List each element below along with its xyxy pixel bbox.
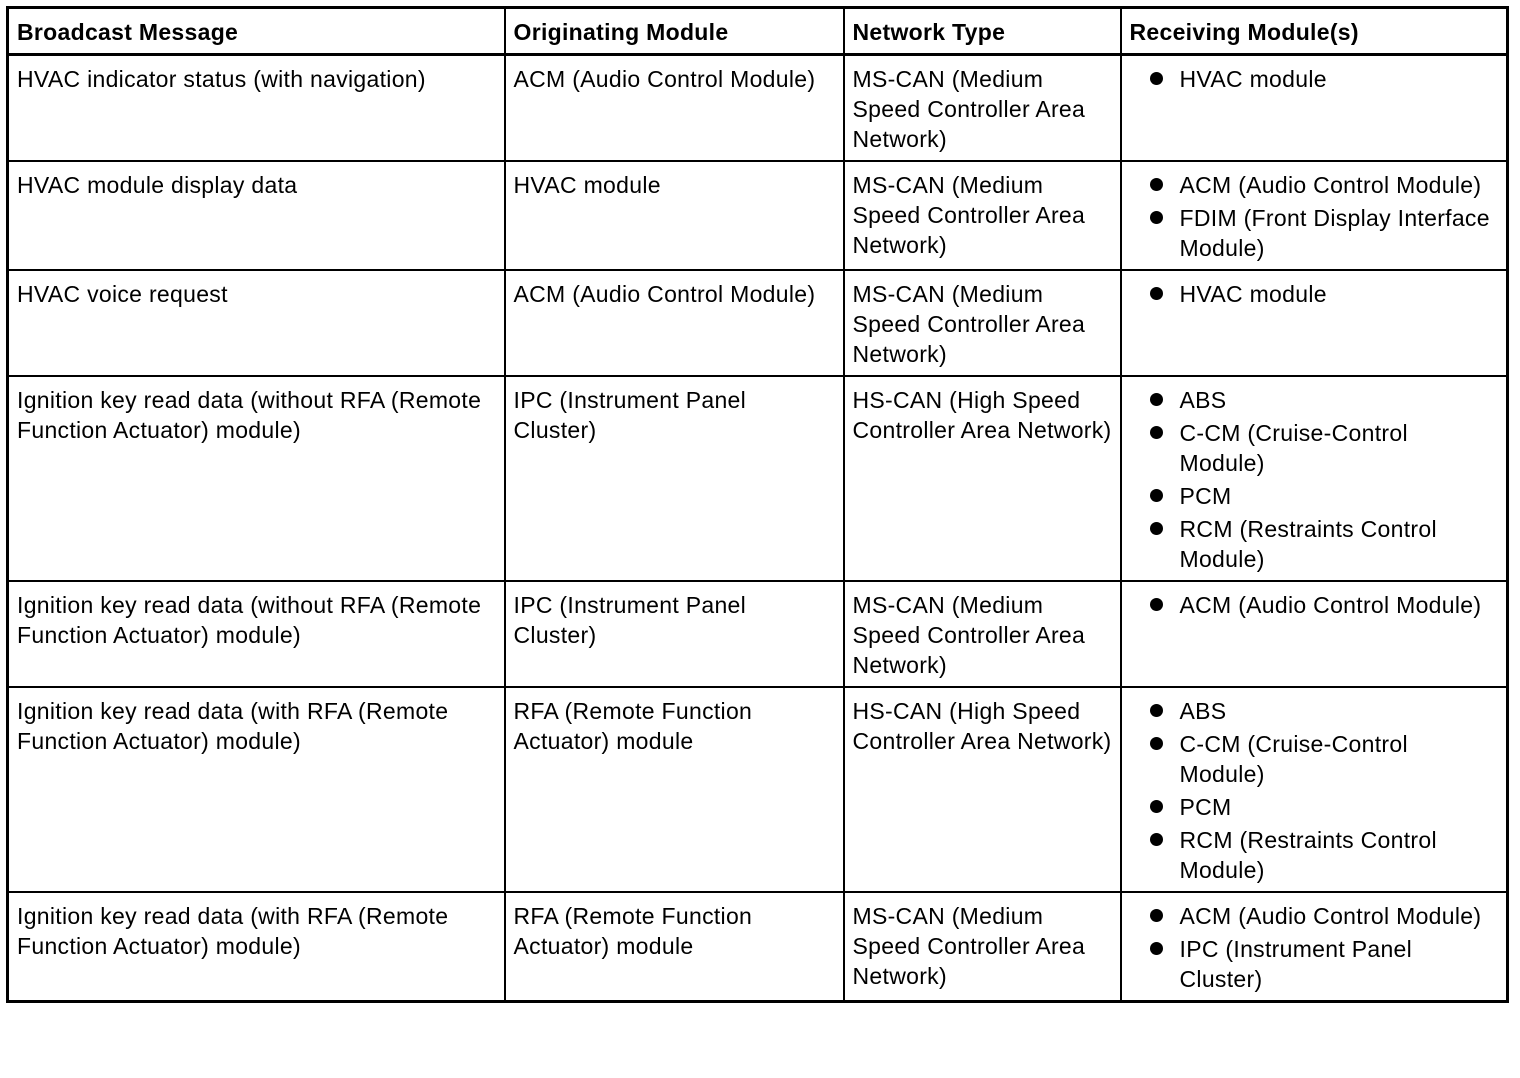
table-row [8,892,1508,1002]
bullet-icon [1150,909,1163,922]
network-type-cell: HS-CAN (High Speed Controller Area Network) [844,376,1121,581]
bullet-icon [1150,800,1163,813]
table-body [8,55,1508,1002]
receiving-module-label: RCM (Restraints Control Module) [1179,516,1437,572]
bullet-icon [1150,178,1163,191]
bullet-icon [1150,287,1163,300]
list-item [1130,514,1499,574]
receiving-module-label: C-CM (Cruise-Control Module) [1179,420,1408,476]
list-item [1130,934,1499,994]
list-item [1130,279,1499,309]
bullet-icon [1150,598,1163,611]
receiving-module-label: C-CM (Cruise-Control Module) [1179,731,1408,787]
bullet-icon [1150,833,1163,846]
receiving-module-label: RCM (Restraints Control Module) [1179,827,1437,883]
list-item [1130,792,1499,822]
network-type-cell: HS-CAN (High Speed Controller Area Network) [844,687,1121,892]
list-item [1130,64,1499,94]
originating-module-cell: ACM (Audio Control Module) [505,55,844,162]
receiving-modules-cell [1121,892,1508,1002]
receiving-module-label: ACM (Audio Control Module) [1179,903,1482,929]
network-type-cell: MS-CAN (Medium Speed Controller Area Network) [844,270,1121,376]
bullet-icon [1150,942,1163,955]
receiving-modules-cell [1121,55,1508,162]
receiving-modules-list [1130,696,1499,885]
header-row [8,8,1508,55]
originating-module-cell: ACM (Audio Control Module) [505,270,844,376]
network-type-cell: MS-CAN (Medium Speed Controller Area Network) [844,892,1121,1002]
table-row [8,581,1508,687]
broadcast-message-cell: HVAC module display data [8,161,505,270]
receiving-modules-list [1130,385,1499,574]
receiving-modules-list [1130,279,1499,309]
receiving-module-label: ACM (Audio Control Module) [1179,172,1482,198]
header-receiving-modules: Receiving Module(s) [1121,8,1508,55]
bullet-icon [1150,426,1163,439]
list-item [1130,901,1499,931]
bullet-icon [1150,489,1163,502]
bullet-icon [1150,211,1163,224]
receiving-modules-list [1130,64,1499,94]
receiving-module-label: FDIM (Front Display Interface Module) [1179,205,1490,261]
list-item [1130,590,1499,620]
broadcast-message-table [6,6,1509,1003]
broadcast-message-cell: Ignition key read data (with RFA (Remote Function Actuator) module) [8,892,505,1002]
receiving-modules-cell [1121,581,1508,687]
receiving-module-label: PCM [1179,794,1232,820]
receiving-modules-list [1130,590,1499,620]
originating-module-cell: IPC (Instrument Panel Cluster) [505,581,844,687]
network-type-cell: MS-CAN (Medium Speed Controller Area Network) [844,55,1121,162]
bullet-icon [1150,393,1163,406]
table-row [8,687,1508,892]
receiving-modules-list [1130,170,1499,263]
list-item [1130,729,1499,789]
header-originating-module: Originating Module [505,8,844,55]
broadcast-message-cell: Ignition key read data (with RFA (Remote Function Actuator) module) [8,687,505,892]
header-network-type: Network Type [844,8,1121,55]
network-type-cell: MS-CAN (Medium Speed Controller Area Network) [844,161,1121,270]
bullet-icon [1150,522,1163,535]
bullet-icon [1150,704,1163,717]
receiving-module-label: ABS [1179,387,1227,413]
table-row [8,270,1508,376]
header-broadcast-message: Broadcast Message [8,8,505,55]
receiving-module-label: IPC (Instrument Panel Cluster) [1179,936,1413,992]
network-type-cell: MS-CAN (Medium Speed Controller Area Network) [844,581,1121,687]
receiving-module-label: ACM (Audio Control Module) [1179,592,1482,618]
broadcast-message-cell: HVAC indicator status (with navigation) [8,55,505,162]
receiving-modules-cell [1121,687,1508,892]
bullet-icon [1150,72,1163,85]
receiving-module-label: HVAC module [1179,66,1327,92]
table-row [8,161,1508,270]
table-row [8,376,1508,581]
broadcast-message-cell: Ignition key read data (without RFA (Remote Function Actuator) module) [8,376,505,581]
list-item [1130,825,1499,885]
receiving-module-label: HVAC module [1179,281,1327,307]
list-item [1130,203,1499,263]
originating-module-cell: RFA (Remote Function Actuator) module [505,687,844,892]
bullet-icon [1150,737,1163,750]
receiving-modules-cell [1121,270,1508,376]
originating-module-cell: IPC (Instrument Panel Cluster) [505,376,844,581]
originating-module-cell: HVAC module [505,161,844,270]
broadcast-message-cell: HVAC voice request [8,270,505,376]
list-item [1130,418,1499,478]
table-row [8,55,1508,162]
receiving-module-label: ABS [1179,698,1227,724]
list-item [1130,481,1499,511]
list-item [1130,696,1499,726]
receiving-modules-list [1130,901,1499,994]
list-item [1130,170,1499,200]
receiving-modules-cell [1121,376,1508,581]
broadcast-message-cell: Ignition key read data (without RFA (Remote Function Actuator) module) [8,581,505,687]
list-item [1130,385,1499,415]
receiving-modules-cell [1121,161,1508,270]
receiving-module-label: PCM [1179,483,1232,509]
originating-module-cell: RFA (Remote Function Actuator) module [505,892,844,1002]
